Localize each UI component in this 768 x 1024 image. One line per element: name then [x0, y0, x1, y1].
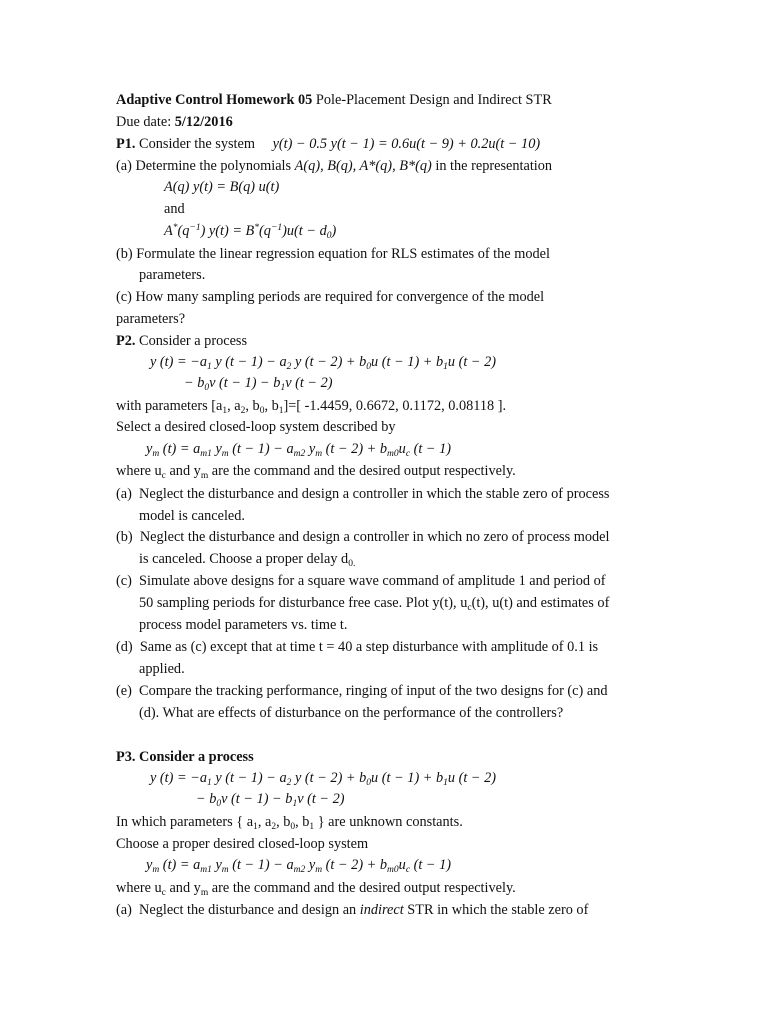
p2-part-c-cont2: process model parameters vs. time t. [139, 617, 348, 633]
p1-and: and [164, 201, 185, 217]
p3-parameters: In which parameters { $a_1$, $a_2$, $b_0$, $b_1$ } are unknown constants. [116, 814, 463, 832]
p3-choose-text: Choose a proper desired closed-loop system [116, 836, 369, 852]
p3-part-a: (a) Neglect the disturbance and design an indirect STR in which the stable zero of [116, 902, 589, 918]
p3-where-text: where $u_c$ and $y_m$ are the command and the desired output respectively. [116, 880, 516, 898]
p2-part-a-cont: model is canceled. [139, 508, 245, 524]
homework-title: Adaptive Control Homework 05 Pole-Placement Design and Indirect STR [116, 92, 552, 108]
p2-process-equation-line2: − $b_0v$ $(t - 1) - b_1v$ (t − 2) [184, 375, 333, 393]
p1-equation-backward: $A^*(q^{-1}) y(t) = B^*(q^{-1})u(t - d_0)$ [164, 223, 337, 241]
p1-heading: P1. Consider the system y(t) − 0.5 y(t − 1) = 0.6u(t − 9) + 0.2u(t − 10) [116, 136, 541, 152]
p2-part-b: (b) Neglect the disturbance and design a controller in which no zero of process model [116, 529, 610, 545]
p3-heading: P3. Consider a process [116, 749, 254, 765]
p1-part-a: (a) Determine the polynomials A(q), B(q), A*(q), B*(q) in the representation [116, 158, 553, 174]
p2-reference-model: $y_m$ $(t) = a_{m1}$ $y_m$ $(t - 1) - a_{m2}$ $y_m$ $(t - 2) + b_{m0}u_c$ (t − 1) [146, 441, 452, 459]
p2-part-d: (d) Same as (c) except that at time t = 40 a step disturbance with amplitude of 0.1 is [116, 639, 599, 655]
p1-part-c: (c) How many sampling periods are required for convergence of the model [116, 289, 545, 305]
p1-part-c-cont: parameters? [116, 311, 186, 327]
p1-part-b-cont: parameters. [139, 267, 206, 283]
p2-part-b-cont: is canceled. Choose a proper delay $d_{0.}$ [139, 551, 356, 569]
p2-part-c-cont: 50 sampling periods for disturbance free case. Plot y(t), $u_c(t)$, u(t) and estimates of [139, 595, 610, 613]
p2-heading: P2. Consider a process [116, 333, 248, 349]
p2-process-equation-line1: y $(t) = -a_1$ y $(t - 1) - a_2$ y $(t - 2) + b_0u$ $(t - 1) + b_1u$ (t − 2) [150, 354, 497, 372]
p2-select-text: Select a desired closed-loop system described by [116, 419, 396, 435]
p2-part-a: (a) Neglect the disturbance and design a controller in which the stable zero of process [116, 486, 610, 502]
p2-where-text: where $u_c$ and $y_m$ are the command and the desired output respectively. [116, 463, 516, 481]
p2-part-e: (e) Compare the tracking performance, ringing of input of the two designs for (c) and [116, 683, 608, 699]
p3-reference-model: $y_m$ $(t) = a_{m1}$ $y_m$ $(t - 1) - a_{m2}$ $y_m$ $(t - 2) + b_{m0}u_c$ (t − 1) [146, 857, 452, 875]
p2-part-d-cont: applied. [139, 661, 185, 677]
p2-parameters: with parameters [$a_1$, $a_2$, $b_0$, $b_1]=$[ -1.4459, 0.6672, 0.1172, 0.08118 ]. [116, 398, 507, 416]
p3-process-equation-line1: y $(t) = -a_1$ y $(t - 1) - a_2$ y $(t - 2) + b_0u$ $(t - 1) + b_1u$ (t − 2) [150, 770, 497, 788]
p2-part-e-cont: (d). What are effects of disturbance on the performance of the controllers? [139, 705, 564, 721]
p3-process-equation-line2: − $b_0v$ $(t - 1) - b_1v$ (t − 2) [196, 791, 345, 809]
due-date: Due date: 5/12/2016 [116, 114, 233, 130]
p1-part-b: (b) Formulate the linear regression equation for RLS estimates of the model [116, 246, 550, 262]
p1-equation-forward: A(q) y(t) = B(q) u(t) [164, 179, 280, 195]
p1-system-equation: y(t) − 0.5 y(t − 1) = 0.6u(t − 9) + 0.2u(t − 10) [272, 136, 541, 152]
p2-part-c: (c) Simulate above designs for a square wave command of amplitude 1 and period of [116, 573, 606, 589]
